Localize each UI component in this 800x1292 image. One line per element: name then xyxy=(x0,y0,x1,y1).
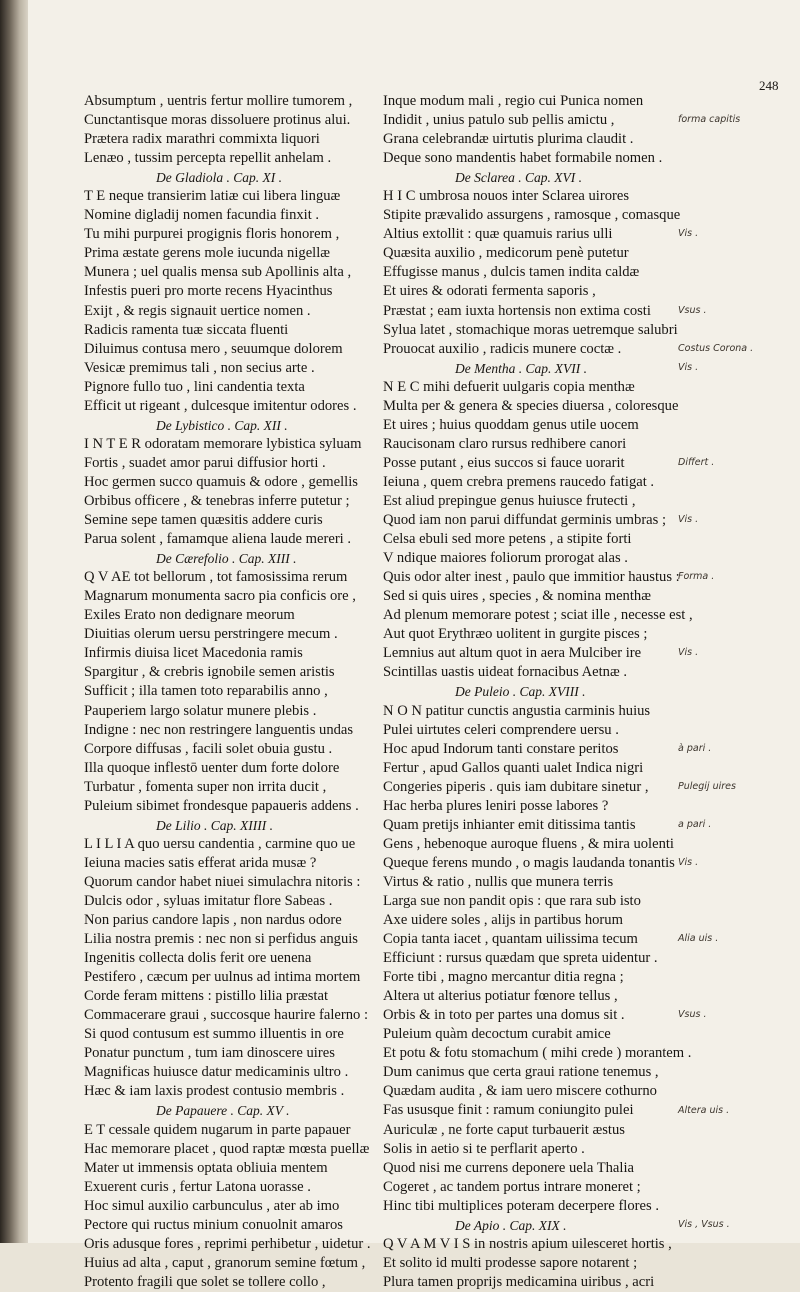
verse-line: Aut quot Erythræo uolitent in gurgite pisces ; xyxy=(383,626,648,643)
verse-line: V ndique maiores foliorum prorogat alas . xyxy=(383,550,628,567)
verse-line: Orbibus officere , & tenebras inferre putetur ; xyxy=(84,492,350,509)
margin-note: Vis . xyxy=(678,647,699,659)
verse-line: Pestifero , cæcum per uulnus ad intima mortem xyxy=(84,969,361,986)
verse-line: Non parius candore lapis , non nardus odore xyxy=(84,912,342,929)
verse-line: Deque sono mandentis habet formabile nomen . xyxy=(383,150,663,167)
verse-line: Axe uidere soles , alijs in partibus horum xyxy=(383,912,623,929)
verse-line: Radicis ramenta tuæ siccata fluenti xyxy=(84,321,289,338)
verse-line: Celsa ebuli sed more petens , a stipite forti xyxy=(383,531,632,548)
verse-line: Corpore diffusas , facili solet obuia gustu . xyxy=(84,740,333,757)
verse-line: Et uires ; huius quoddam genus utile uocem xyxy=(383,416,639,433)
verse-line: H I C umbrosa nouos inter Sclarea uirores xyxy=(383,188,630,205)
verse-line: Efficit ut rigeant , dulcesque imitentur odores . xyxy=(84,397,357,414)
verse-line: Magnarum monumenta sacro pia conficis ore , xyxy=(84,588,356,605)
verse-line: Quædam audita , & iam uero miscere cothurno xyxy=(383,1083,657,1100)
verse-line: Q V A M V I S in nostris apium uilesceret hortis , xyxy=(383,1235,672,1252)
chapter-heading: De Puleio . Cap. XVIII . xyxy=(455,684,586,700)
verse-line: Altera ut alterius potiatur fœnore tellus , xyxy=(383,988,618,1005)
verse-line: Præstat ; eam iuxta hortensis non extima costi xyxy=(383,302,651,319)
verse-line: Semine sepe tamen quæsitis addere curis xyxy=(84,512,323,529)
verse-line: Pulei uirtutes celeri comprendere uersu . xyxy=(383,721,619,738)
verse-line: Puleium quàm decoctum curabit amice xyxy=(383,1026,611,1043)
margin-note: Vsus . xyxy=(678,1009,707,1021)
verse-line: Puleium sibimet frondesque papaueris addens . xyxy=(84,797,359,814)
verse-line: Hoc apud Indorum tanti constare peritos xyxy=(383,740,619,757)
margin-note: Vis . xyxy=(678,857,699,868)
chapter-heading: De Mentha . Cap. XVII . xyxy=(455,360,587,376)
verse-line: L I L I A quo uersu candentia , carmine quo ue xyxy=(84,835,356,852)
verse-line: Quæsita auxilio , medicorum penè putetur xyxy=(383,245,629,262)
verse-line: Infirmis diuisa licet Macedonia ramis xyxy=(84,645,303,662)
margin-note: Forma . xyxy=(678,571,715,583)
verse-line: Protento fragili que solet se tollere collo , xyxy=(84,1273,326,1290)
verse-line: Et uires & odorati fermenta saporis , xyxy=(383,283,596,300)
chapter-heading: De Apio . Cap. XIX . xyxy=(455,1217,567,1233)
left-text-column xyxy=(84,92,404,1292)
verse-line: Quod nisi me currens deponere uela Thalia xyxy=(383,1159,634,1176)
verse-line: T E neque transierim latiæ cui libera linguæ xyxy=(84,188,341,205)
margin-note: Vis . xyxy=(678,361,699,373)
verse-line: Ieiuna macies satis efferat arida musæ ? xyxy=(84,854,317,871)
verse-line: Mater ut immensis optata obliuia mentem xyxy=(84,1159,328,1176)
verse-line: Oris adusque fores , reprimi perhibetur , uidetur . xyxy=(84,1235,371,1252)
verse-line: Hinc tibi multiplices poteram decerpere flores . xyxy=(383,1197,659,1214)
verse-line: Sed si quis uires , species , & nomina menthæ xyxy=(383,588,651,605)
margin-note: Vsus . xyxy=(678,304,707,316)
verse-line: Cunctantisque moras dissoluere protinus alui. xyxy=(84,112,351,129)
chapter-heading: De Lybistico . Cap. XII . xyxy=(156,417,288,433)
verse-line: Forte tibi , magno mercantur ditia regna ; xyxy=(383,969,624,986)
verse-line: Exiles Erato non dedignare meorum xyxy=(84,607,295,624)
verse-line: Indigne : nec non restringere languentis undas xyxy=(84,721,354,738)
verse-line: Commacerare graui , succosque haurire falerno : xyxy=(84,1007,369,1024)
verse-line: Prætera radix marathri commixta liquori xyxy=(84,131,320,148)
verse-line: Turbatur , fomenta super non irrita ducit , xyxy=(84,778,327,795)
page-number: 248 xyxy=(759,78,779,93)
verse-line: Lenæo , tussim percepta repellit anhelam . xyxy=(84,150,332,167)
verse-line: Parua solent , famamque aliena laude mereri . xyxy=(84,531,352,548)
verse-line: Congeries piperis . quis iam dubitare sinetur , xyxy=(383,778,649,795)
margin-note: Vis . xyxy=(678,514,699,526)
verse-line: Cogeret , ac tandem portus intrare moneret ; xyxy=(383,1178,641,1195)
verse-line: Pectore qui ructus minium conuolnit amaros xyxy=(84,1216,343,1233)
verse-line: Hoc simul auxilio carbunculus , ater ab imo xyxy=(84,1197,340,1214)
verse-line: Lemnius aut altum quot in aera Mulciber ire xyxy=(383,645,642,662)
verse-line: Indidit , unius patulo sub pellis amictu , xyxy=(383,112,615,129)
verse-line: Quorum candor habet niuei simulachra nitoris : xyxy=(84,873,361,890)
verse-line: Ad plenum memorare potest ; sciat ille , necesse est , xyxy=(383,607,693,624)
verse-line: Solis in aetio si te perflarit aperto . xyxy=(383,1140,585,1157)
verse-line: Huius ad alta , caput , granorum semine fœtum , xyxy=(84,1254,366,1271)
verse-line: Spargitur , & crebris ignobile semen aristis xyxy=(84,664,335,681)
verse-line: Quod iam non parui diffundat germinis umbras ; xyxy=(383,512,667,529)
verse-line: Exijt , & regis signauit uertice nomen . xyxy=(84,302,311,319)
verse-line: Larga sue non pandit opis : que rara sub isto xyxy=(383,892,641,909)
margin-note: a pari . xyxy=(678,818,712,830)
verse-line: Nomine digladij nomen facundia finxit . xyxy=(84,207,320,224)
right-text-column xyxy=(383,92,703,1292)
verse-line: Virtus & ratio , nullis que munera terris xyxy=(383,873,614,890)
verse-line: Grana celebrandæ uirtutis plurima claudit . xyxy=(383,131,634,148)
margin-note: Alia uis . xyxy=(678,933,719,945)
verse-line: Hac herba plures leniri posse labores ? xyxy=(383,797,609,814)
verse-line: Et solito id multi prodesse sapore notarent ; xyxy=(383,1254,638,1271)
verse-line: Ieiuna , quem crebra premens raucedo fatigat . xyxy=(383,473,655,490)
chapter-heading: De Papauere . Cap. XV . xyxy=(156,1103,290,1119)
book-page xyxy=(28,0,800,1290)
verse-line: Multa per & genera & species diuersa , coloresque xyxy=(383,397,679,414)
verse-line: Si quod contusum est summo illuentis in ore xyxy=(84,1026,344,1043)
verse-line: Diluimus contusa mero , seuumque dolorem xyxy=(84,340,343,357)
margin-note: à pari . xyxy=(678,742,712,754)
verse-line: Ponatur punctum , tum iam dinoscere uires xyxy=(84,1045,335,1062)
verse-line: Prouocat auxilio , radicis munere coctæ . xyxy=(383,340,622,357)
verse-line: Hæc & iam laxis prodest contusio membris . xyxy=(84,1083,345,1100)
verse-line: Corde feram mittens : pistillo lilia præstat xyxy=(84,988,329,1005)
verse-line: N O N patitur cunctis angustia carminis huius xyxy=(383,702,651,719)
verse-line: I N T E R odoratam memorare lybistica syluam xyxy=(84,435,362,452)
verse-line: Raucisonam claro rursus redhibere canori xyxy=(383,435,627,452)
margin-note: forma capitis xyxy=(678,114,741,126)
verse-line: Diuitias olerum uersu perstringere mecum . xyxy=(84,626,338,643)
verse-line: Munera ; uel qualis mensa sub Apollinis alta , xyxy=(84,264,352,281)
verse-line: Plura tamen proprijs medicamina uiribus , acri xyxy=(383,1273,655,1290)
chapter-heading: De Sclarea . Cap. XVI . xyxy=(455,170,582,186)
verse-line: Dulcis odor , syluas imitatur flore Sabeas . xyxy=(84,892,333,909)
margin-note: Differt . xyxy=(678,456,715,468)
verse-line: Hac memorare placet , quod raptæ mœsta puellæ xyxy=(84,1140,370,1157)
verse-line: Sufficit ; illa tamen toto reparabilis anno , xyxy=(84,683,328,700)
verse-line: Q V AE tot bellorum , tot famosissima rerum xyxy=(84,569,348,586)
verse-line: Auriculæ , ne forte caput turbauerit æstus xyxy=(383,1121,625,1138)
verse-line: Fas ususque finit : ramum coniungito pulei xyxy=(383,1102,634,1119)
verse-line: Exuerent curis , fertur Latona uorasse . xyxy=(84,1178,311,1195)
verse-line: Magnificas huiusce datur medicaminis ultro . xyxy=(84,1064,349,1081)
verse-line: Effugisse manus , dulcis tamen indita caldæ xyxy=(383,264,640,281)
verse-line: Queque ferens mundo , o magis laudanda tonantis xyxy=(383,854,675,871)
verse-line: Lilia nostra premis : nec non si perfidus anguis xyxy=(84,931,358,948)
verse-line: N E C mihi defuerit uulgaris copia menthæ xyxy=(383,378,635,395)
chapter-heading: De Cærefolio . Cap. XIII . xyxy=(156,551,297,567)
verse-line: Orbis & in toto per partes una domus sit . xyxy=(383,1007,625,1024)
verse-line: Inque modum mali , regio cui Punica nomen xyxy=(383,93,644,109)
verse-line: Pauperiem largo solatur munere plebis . xyxy=(84,702,317,719)
verse-line: Pignore fullo tuo , lini candentia texta xyxy=(84,378,305,395)
margin-note: Vis , Vsus . xyxy=(678,1218,730,1230)
verse-line: Copia tanta iacet , quantam uilissima tecum xyxy=(383,931,638,948)
verse-line: Ingenitis collecta dolis ferit ore uenena xyxy=(84,950,312,967)
verse-line: Absumptum , uentris fertur mollire tumorem , xyxy=(84,93,353,109)
verse-line: Quis odor alter inest , paulo que immitior haustus : xyxy=(383,569,680,586)
margin-note: Costus Corona . xyxy=(678,342,754,354)
margin-note: Pulegij uires xyxy=(678,780,736,792)
chapter-heading: De Gladiola . Cap. XI . xyxy=(156,170,282,186)
verse-line: Prima æstate gerens mole iucunda nigellæ xyxy=(84,245,331,262)
book-spine-shadow xyxy=(0,0,28,1243)
verse-line: Stipite prævalido assurgens , ramosque , comasque xyxy=(383,207,681,224)
verse-line: Dum canimus que certa graui ratione tenemus , xyxy=(383,1064,659,1081)
verse-line: Quam pretijs inhianter emit ditissima tantis xyxy=(383,816,636,833)
verse-line: Et potu & fotu stomachum ( mihi crede ) morantem . xyxy=(383,1045,692,1062)
verse-line: Efficiunt : rursus quædam que spreta uidentur . xyxy=(383,950,658,967)
verse-line: Vesicæ premimus tali , non secius arte . xyxy=(84,359,315,376)
verse-line: Altius extollit : quæ quamuis rarius ulli xyxy=(383,226,613,243)
verse-line: E T cessale quidem nugarum in parte papauer xyxy=(84,1121,351,1138)
verse-line: Sylua latet , stomachique moras uetremque salubri xyxy=(383,321,678,338)
verse-line: Illa quoque inflestō uenter dum forte dolore xyxy=(84,759,340,776)
margin-note: Altera uis . xyxy=(678,1104,730,1116)
verse-line: Posse putant , eius succos si fauce uorarit xyxy=(383,454,625,471)
verse-line: Infestis pueri pro morte recens Hyacinthus xyxy=(84,283,333,300)
verse-line: Hoc germen succo quamuis & odore , gemellis xyxy=(84,473,358,490)
verse-line: Gens , hebenoque auroque fluens , & mira uolenti xyxy=(383,835,674,852)
verse-line: Scintillas uastis uideat fornacibus Aetnæ . xyxy=(383,664,628,681)
chapter-heading: De Lilio . Cap. XIIII . xyxy=(156,817,273,833)
verse-line: Fortis , suadet amor parui diffusior horti . xyxy=(84,454,326,471)
verse-line: Fertur , apud Gallos quanti ualet Indica nigri xyxy=(383,759,644,776)
verse-line: Tu mihi purpurei progignis floris honorem , xyxy=(84,226,340,243)
verse-line: Est aliud prepingue genus huiusce frutecti , xyxy=(383,492,636,509)
margin-note: Vis . xyxy=(678,228,699,240)
